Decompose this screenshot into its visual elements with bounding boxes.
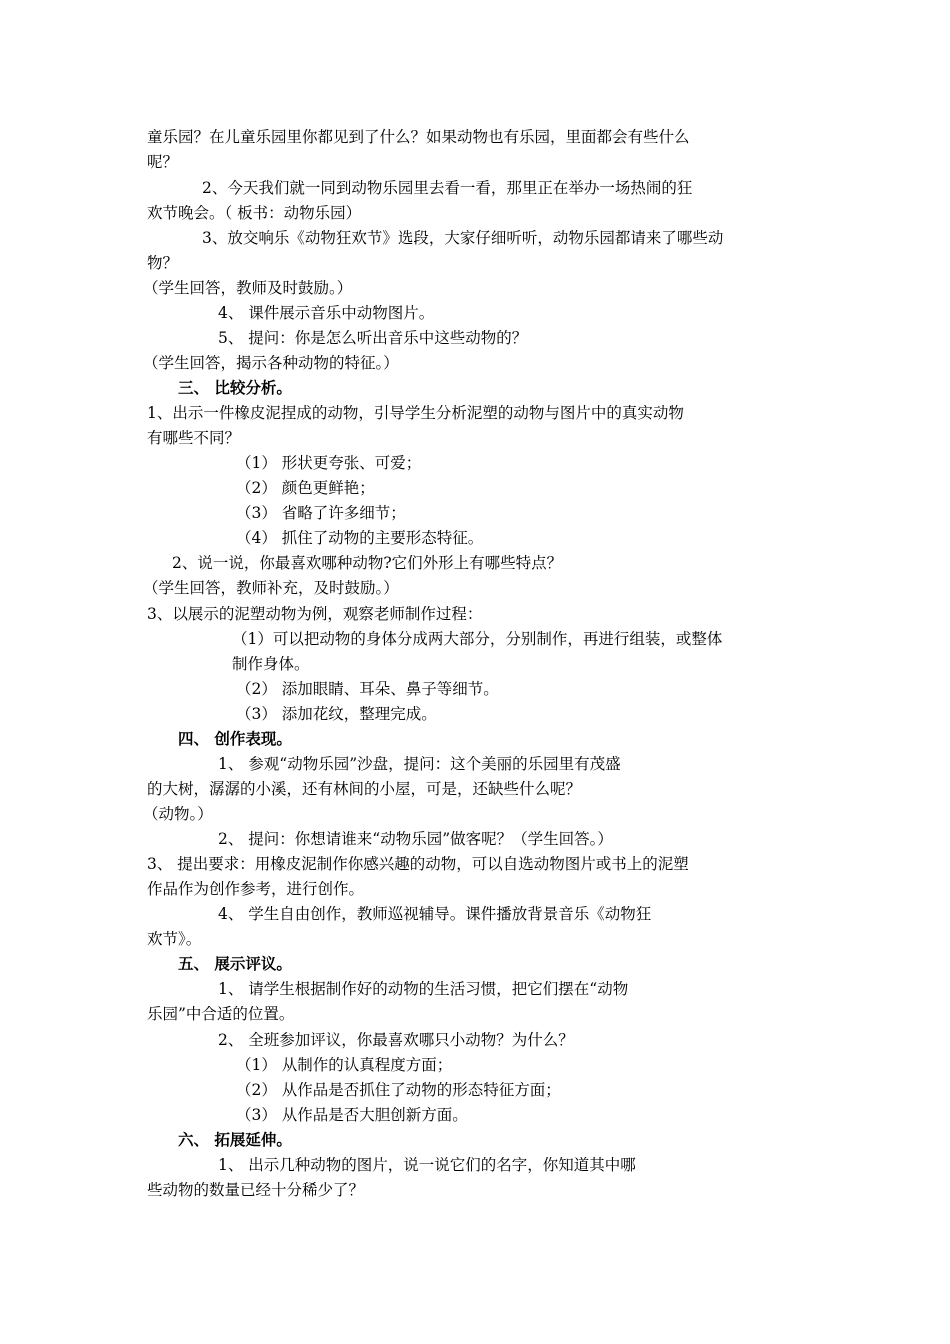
text-line: 作品作为创作参考，进行创作。 [147, 880, 365, 898]
text-line: （2） 添加眼睛、耳朵、鼻子等细节。 [236, 680, 499, 698]
text-line: 1、出示一件橡皮泥捏成的动物，引导学生分析泥塑的动物与图片中的真实动物 [147, 404, 684, 422]
text-line: 1、 参观“动物乐园”沙盘，提问：这个美丽的乐园里有茂盛 [218, 755, 621, 773]
text-line: （3） 添加花纹，整理完成。 [236, 705, 437, 723]
text-line: 2、今天我们就一同到动物乐园里去看一看，那里正在举办一场热闹的狂 [202, 179, 693, 197]
text-line: 4、 课件展示音乐中动物图片。 [218, 304, 435, 322]
text-line: 3、放交响乐《动物狂欢节》选段，大家仔细听听，动物乐园都请来了哪些动 [202, 229, 724, 247]
text-line: 的大树，潺潺的小溪，还有林间的小屋，可是，还缺些什么呢？ [147, 780, 582, 798]
text-line: 5、 提问：你是怎么听出音乐中这些动物的？ [218, 329, 528, 347]
text-line: 些动物的数量已经十分稀少了？ [147, 1181, 365, 1199]
text-line: （1） 形状更夸张、可爱； [236, 454, 422, 472]
section-heading: 五、 展示评议。 [178, 954, 292, 973]
text-line: （学生回答，揭示各种动物的特征。） [143, 354, 399, 372]
text-line: 2、 提问：你想请谁来“动物乐园”做客呢？（学生回答。） [218, 830, 613, 848]
text-line: 3、 提出要求：用橡皮泥制作你感兴趣的动物，可以自选动物图片或书上的泥塑 [147, 855, 689, 873]
section-heading: 四、 创作表现。 [178, 729, 292, 748]
text-line: （学生回答，教师及时鼓励。） [143, 279, 353, 297]
text-line: （2） 颜色更鲜艳； [236, 479, 375, 497]
text-line: （4） 抓住了动物的主要形态特征。 [236, 529, 484, 547]
text-line: 童乐园？在儿童乐园里你都见到了什么？如果动物也有乐园，里面都会有些什么 [147, 128, 690, 146]
text-line: 呢？ [147, 153, 179, 171]
text-line: 4、 学生自由创作，教师巡视辅导。课件播放背景音乐《动物狂 [218, 905, 652, 923]
text-line: 制作身体。 [232, 655, 310, 673]
text-line: 1、 请学生根据制作好的动物的生活习惯，把它们摆在“动物 [218, 980, 629, 998]
text-line: （2） 从作品是否抓住了动物的形态特征方面； [236, 1081, 561, 1099]
text-line: （1）可以把动物的身体分成两大部分，分别制作，再进行组装，或整体 [232, 630, 723, 648]
text-line: 3、以展示的泥塑动物为例，观察老师制作过程： [147, 605, 483, 623]
text-line: 欢节》。 [147, 930, 202, 948]
text-line: （动物。） [143, 805, 213, 823]
text-line: （3） 省略了许多细节； [236, 504, 406, 522]
text-line: 2、说一说，你最喜欢哪种动物?它们外形上有哪些特点？ [172, 554, 563, 572]
text-line: 物？ [147, 254, 179, 272]
section-heading: 六、 拓展延伸。 [178, 1130, 292, 1149]
text-line: 2、 全班参加评议，你最喜欢哪只小动物？为什么？ [218, 1031, 574, 1049]
text-line: 有哪些不同？ [147, 429, 241, 447]
text-line: （学生回答，教师补充，及时鼓励。） [143, 579, 399, 597]
text-line: 欢节晚会。（ 板书：动物乐园） [147, 204, 362, 222]
text-line: 1、 出示几种动物的图片，说一说它们的名字，你知道其中哪 [218, 1156, 636, 1174]
text-line: 乐园”中合适的位置。 [147, 1005, 295, 1023]
text-line: （3） 从作品是否大胆创新方面。 [236, 1106, 468, 1124]
section-heading: 三、 比较分析。 [178, 378, 292, 397]
text-line: （1） 从制作的认真程度方面； [236, 1056, 453, 1074]
